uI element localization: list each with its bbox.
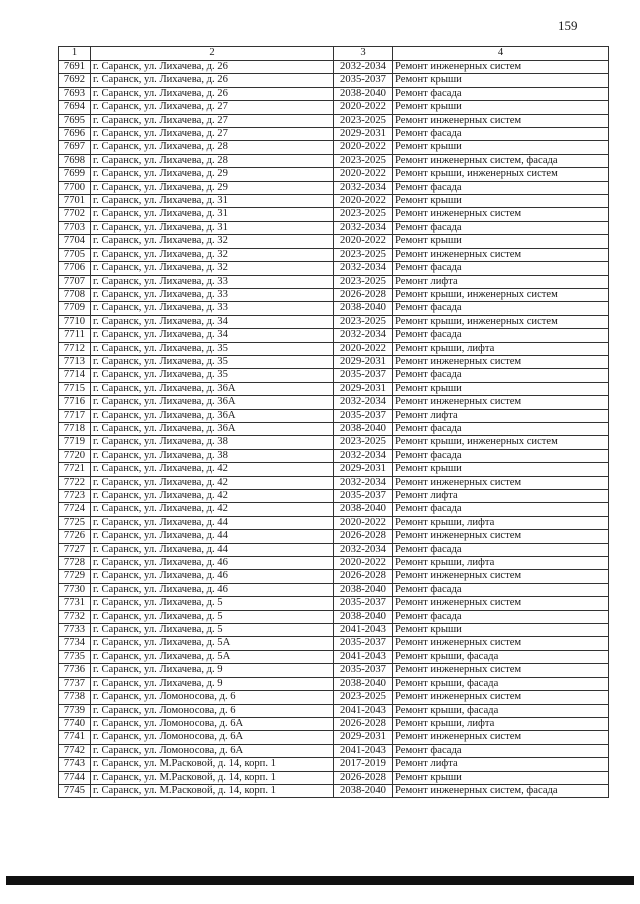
table-row [59, 74, 609, 87]
address-cell: г. Саранск, ул. Ломоносова, д. 6 [91, 704, 334, 717]
work-type-cell: Ремонт крыши, инженерных систем [393, 168, 609, 181]
table-row [59, 784, 609, 797]
work-type-cell: Ремонт инженерных систем [393, 731, 609, 744]
period-cell: 2032-2034 [334, 262, 393, 275]
row-number-cell: 7741 [59, 731, 91, 744]
work-type-cell: Ремонт инженерных систем [393, 664, 609, 677]
address-cell: г. Саранск, ул. Лихачева, д. 42 [91, 490, 334, 503]
table-row [59, 503, 609, 516]
period-cell: 2035-2037 [334, 597, 393, 610]
address-cell: г. Саранск, ул. Лихачева, д. 34 [91, 329, 334, 342]
row-number-cell: 7724 [59, 503, 91, 516]
period-cell: 2035-2037 [334, 637, 393, 650]
period-cell: 2038-2040 [334, 422, 393, 435]
table-row [59, 128, 609, 141]
table-row [59, 248, 609, 261]
table-row [59, 543, 609, 556]
row-number-cell: 7708 [59, 288, 91, 301]
period-cell: 2035-2037 [334, 490, 393, 503]
row-number-cell: 7729 [59, 570, 91, 583]
work-type-cell: Ремонт фасада [393, 128, 609, 141]
work-type-cell: Ремонт крыши, инженерных систем [393, 436, 609, 449]
row-number-cell: 7703 [59, 221, 91, 234]
row-number-cell: 7725 [59, 516, 91, 529]
row-number-cell: 7739 [59, 704, 91, 717]
period-cell: 2020-2022 [334, 342, 393, 355]
table-row [59, 731, 609, 744]
work-type-cell: Ремонт крыши, лифта [393, 717, 609, 730]
row-number-cell: 7696 [59, 128, 91, 141]
row-number-cell: 7694 [59, 101, 91, 114]
repair-schedule-table [58, 46, 609, 798]
address-cell: г. Саранск, ул. Лихачева, д. 36А [91, 409, 334, 422]
work-type-cell: Ремонт крыши [393, 74, 609, 87]
row-number-cell: 7717 [59, 409, 91, 422]
period-cell: 2023-2025 [334, 691, 393, 704]
address-cell: г. Саранск, ул. Лихачева, д. 38 [91, 449, 334, 462]
work-type-cell: Ремонт инженерных систем [393, 355, 609, 368]
table-row [59, 557, 609, 570]
work-type-cell: Ремонт крыши, инженерных систем [393, 288, 609, 301]
row-number-cell: 7736 [59, 664, 91, 677]
work-type-cell: Ремонт крыши [393, 141, 609, 154]
address-cell: г. Саранск, ул. Лихачева, д. 5 [91, 597, 334, 610]
row-number-cell: 7702 [59, 208, 91, 221]
period-cell: 2020-2022 [334, 557, 393, 570]
work-type-cell: Ремонт крыши [393, 195, 609, 208]
table-row [59, 275, 609, 288]
address-cell: г. Саранск, ул. М.Расковой, д. 14, корп. 1 [91, 771, 334, 784]
period-cell: 2029-2031 [334, 731, 393, 744]
table-row [59, 396, 609, 409]
table-row [59, 181, 609, 194]
table-row [59, 382, 609, 395]
address-cell: г. Саранск, ул. Лихачева, д. 32 [91, 235, 334, 248]
work-type-cell: Ремонт фасада [393, 503, 609, 516]
period-cell: 2032-2034 [334, 181, 393, 194]
table-row [59, 168, 609, 181]
address-cell: г. Саранск, ул. Лихачева, д. 33 [91, 275, 334, 288]
row-number-cell: 7700 [59, 181, 91, 194]
work-type-cell: Ремонт лифта [393, 490, 609, 503]
work-type-cell: Ремонт инженерных систем [393, 637, 609, 650]
work-type-cell: Ремонт инженерных систем, фасада [393, 784, 609, 797]
table-row [59, 61, 609, 74]
work-type-cell: Ремонт инженерных систем [393, 691, 609, 704]
work-type-cell: Ремонт фасада [393, 87, 609, 100]
address-cell: г. Саранск, ул. Лихачева, д. 44 [91, 543, 334, 556]
work-type-cell: Ремонт фасада [393, 583, 609, 596]
table-row [59, 744, 609, 757]
row-number-cell: 7745 [59, 784, 91, 797]
work-type-cell: Ремонт инженерных систем [393, 476, 609, 489]
address-cell: г. Саранск, ул. Лихачева, д. 9 [91, 664, 334, 677]
row-number-cell: 7720 [59, 449, 91, 462]
address-cell: г. Саранск, ул. Лихачева, д. 32 [91, 262, 334, 275]
address-cell: г. Саранск, ул. Лихачева, д. 31 [91, 208, 334, 221]
work-type-cell: Ремонт фасада [393, 744, 609, 757]
address-cell: г. Саранск, ул. Лихачева, д. 27 [91, 101, 334, 114]
table-row [59, 664, 609, 677]
table-row [59, 342, 609, 355]
address-cell: г. Саранск, ул. Лихачева, д. 27 [91, 128, 334, 141]
table-row [59, 530, 609, 543]
address-cell: г. Саранск, ул. Лихачева, д. 27 [91, 114, 334, 127]
table-row [59, 154, 609, 167]
table-row [59, 691, 609, 704]
address-cell: г. Саранск, ул. Лихачева, д. 26 [91, 87, 334, 100]
table-row [59, 490, 609, 503]
period-cell: 2017-2019 [334, 758, 393, 771]
work-type-cell: Ремонт инженерных систем [393, 570, 609, 583]
table-row [59, 516, 609, 529]
address-cell: г. Саранск, ул. Лихачева, д. 36А [91, 422, 334, 435]
table-row [59, 704, 609, 717]
work-type-cell: Ремонт фасада [393, 221, 609, 234]
period-cell: 2038-2040 [334, 784, 393, 797]
table-row [59, 610, 609, 623]
period-cell: 2035-2037 [334, 369, 393, 382]
period-cell: 2026-2028 [334, 530, 393, 543]
table-row [59, 288, 609, 301]
table-row [59, 449, 609, 462]
table-row [59, 141, 609, 154]
row-number-cell: 7731 [59, 597, 91, 610]
address-cell: г. Саранск, ул. Лихачева, д. 36А [91, 396, 334, 409]
work-type-cell: Ремонт инженерных систем [393, 114, 609, 127]
table-row [59, 597, 609, 610]
period-cell: 2020-2022 [334, 235, 393, 248]
table-row [59, 114, 609, 127]
row-number-cell: 7727 [59, 543, 91, 556]
table-row [59, 195, 609, 208]
period-cell: 2023-2025 [334, 275, 393, 288]
table-row [59, 101, 609, 114]
work-type-cell: Ремонт фасада [393, 610, 609, 623]
row-number-cell: 7743 [59, 758, 91, 771]
work-type-cell: Ремонт инженерных систем [393, 597, 609, 610]
row-number-cell: 7722 [59, 476, 91, 489]
address-cell: г. Саранск, ул. М.Расковой, д. 14, корп. 1 [91, 784, 334, 797]
period-cell: 2023-2025 [334, 154, 393, 167]
address-cell: г. Саранск, ул. Лихачева, д. 35 [91, 369, 334, 382]
work-type-cell: Ремонт крыши, фасада [393, 704, 609, 717]
table-row [59, 677, 609, 690]
work-type-cell: Ремонт инженерных систем [393, 208, 609, 221]
column-header-number: 1 [59, 47, 91, 61]
row-number-cell: 7699 [59, 168, 91, 181]
row-number-cell: 7740 [59, 717, 91, 730]
table-row [59, 235, 609, 248]
work-type-cell: Ремонт фасада [393, 369, 609, 382]
address-cell: г. Саранск, ул. Лихачева, д. 36А [91, 382, 334, 395]
row-number-cell: 7733 [59, 624, 91, 637]
period-cell: 2038-2040 [334, 583, 393, 596]
work-type-cell: Ремонт крыши, лифта [393, 342, 609, 355]
address-cell: г. Саранск, ул. Лихачева, д. 42 [91, 503, 334, 516]
period-cell: 2038-2040 [334, 677, 393, 690]
period-cell: 2023-2025 [334, 248, 393, 261]
address-cell: г. Саранск, ул. Лихачева, д. 9 [91, 677, 334, 690]
row-number-cell: 7723 [59, 490, 91, 503]
work-type-cell: Ремонт крыши [393, 382, 609, 395]
period-cell: 2023-2025 [334, 208, 393, 221]
work-type-cell: Ремонт крыши [393, 235, 609, 248]
period-cell: 2026-2028 [334, 570, 393, 583]
address-cell: г. Саранск, ул. Лихачева, д. 46 [91, 557, 334, 570]
address-cell: г. Саранск, ул. Лихачева, д. 31 [91, 221, 334, 234]
work-type-cell: Ремонт крыши, инженерных систем [393, 315, 609, 328]
table-body [59, 61, 609, 798]
address-cell: г. Саранск, ул. Лихачева, д. 44 [91, 516, 334, 529]
table-row [59, 476, 609, 489]
period-cell: 2023-2025 [334, 315, 393, 328]
period-cell: 2026-2028 [334, 717, 393, 730]
period-cell: 2038-2040 [334, 302, 393, 315]
period-cell: 2032-2034 [334, 396, 393, 409]
table-row [59, 315, 609, 328]
row-number-cell: 7693 [59, 87, 91, 100]
table-row [59, 329, 609, 342]
row-number-cell: 7732 [59, 610, 91, 623]
table-row [59, 717, 609, 730]
period-cell: 2038-2040 [334, 610, 393, 623]
address-cell: г. Саранск, ул. Лихачева, д. 44 [91, 530, 334, 543]
row-number-cell: 7742 [59, 744, 91, 757]
period-cell: 2020-2022 [334, 101, 393, 114]
table-row [59, 637, 609, 650]
period-cell: 2032-2034 [334, 329, 393, 342]
address-cell: г. Саранск, ул. Лихачева, д. 29 [91, 181, 334, 194]
table-row [59, 422, 609, 435]
work-type-cell: Ремонт крыши, лифта [393, 516, 609, 529]
table-row [59, 650, 609, 663]
period-cell: 2032-2034 [334, 61, 393, 74]
address-cell: г. Саранск, ул. Лихачева, д. 5А [91, 637, 334, 650]
row-number-cell: 7704 [59, 235, 91, 248]
address-cell: г. Саранск, ул. М.Расковой, д. 14, корп. 1 [91, 758, 334, 771]
period-cell: 2023-2025 [334, 436, 393, 449]
column-header-period: 3 [334, 47, 393, 61]
row-number-cell: 7709 [59, 302, 91, 315]
work-type-cell: Ремонт лифта [393, 758, 609, 771]
row-number-cell: 7707 [59, 275, 91, 288]
period-cell: 2032-2034 [334, 543, 393, 556]
row-number-cell: 7726 [59, 530, 91, 543]
table-header-row [59, 47, 609, 61]
work-type-cell: Ремонт инженерных систем [393, 396, 609, 409]
row-number-cell: 7734 [59, 637, 91, 650]
row-number-cell: 7705 [59, 248, 91, 261]
period-cell: 2023-2025 [334, 114, 393, 127]
row-number-cell: 7695 [59, 114, 91, 127]
address-cell: г. Саранск, ул. Лихачева, д. 5 [91, 624, 334, 637]
row-number-cell: 7713 [59, 355, 91, 368]
table-row [59, 570, 609, 583]
address-cell: г. Саранск, ул. Лихачева, д. 35 [91, 355, 334, 368]
row-number-cell: 7698 [59, 154, 91, 167]
column-header-address: 2 [91, 47, 334, 61]
table-row [59, 463, 609, 476]
address-cell: г. Саранск, ул. Лихачева, д. 26 [91, 74, 334, 87]
work-type-cell: Ремонт фасада [393, 329, 609, 342]
address-cell: г. Саранск, ул. Лихачева, д. 33 [91, 302, 334, 315]
work-type-cell: Ремонт фасада [393, 262, 609, 275]
row-number-cell: 7719 [59, 436, 91, 449]
table-row [59, 758, 609, 771]
row-number-cell: 7697 [59, 141, 91, 154]
row-number-cell: 7711 [59, 329, 91, 342]
row-number-cell: 7728 [59, 557, 91, 570]
period-cell: 2038-2040 [334, 87, 393, 100]
table-row [59, 221, 609, 234]
work-type-cell: Ремонт фасада [393, 422, 609, 435]
address-cell: г. Саранск, ул. Лихачева, д. 5 [91, 610, 334, 623]
table-row [59, 355, 609, 368]
period-cell: 2035-2037 [334, 664, 393, 677]
row-number-cell: 7735 [59, 650, 91, 663]
table-row [59, 624, 609, 637]
table-row [59, 436, 609, 449]
address-cell: г. Саранск, ул. Ломоносова, д. 6А [91, 731, 334, 744]
row-number-cell: 7737 [59, 677, 91, 690]
period-cell: 2026-2028 [334, 288, 393, 301]
period-cell: 2020-2022 [334, 195, 393, 208]
column-header-work: 4 [393, 47, 609, 61]
row-number-cell: 7718 [59, 422, 91, 435]
period-cell: 2041-2043 [334, 624, 393, 637]
period-cell: 2029-2031 [334, 128, 393, 141]
row-number-cell: 7721 [59, 463, 91, 476]
work-type-cell: Ремонт инженерных систем [393, 248, 609, 261]
period-cell: 2026-2028 [334, 771, 393, 784]
work-type-cell: Ремонт крыши [393, 463, 609, 476]
page-number: 159 [558, 18, 578, 33]
address-cell: г. Саранск, ул. Лихачева, д. 29 [91, 168, 334, 181]
address-cell: г. Саранск, ул. Лихачева, д. 38 [91, 436, 334, 449]
address-cell: г. Саранск, ул. Лихачева, д. 28 [91, 141, 334, 154]
address-cell: г. Саранск, ул. Лихачева, д. 42 [91, 476, 334, 489]
row-number-cell: 7710 [59, 315, 91, 328]
work-type-cell: Ремонт крыши, фасада [393, 677, 609, 690]
period-cell: 2038-2040 [334, 503, 393, 516]
work-type-cell: Ремонт инженерных систем [393, 61, 609, 74]
work-type-cell: Ремонт лифта [393, 409, 609, 422]
period-cell: 2035-2037 [334, 409, 393, 422]
address-cell: г. Саранск, ул. Лихачева, д. 46 [91, 570, 334, 583]
period-cell: 2029-2031 [334, 463, 393, 476]
work-type-cell: Ремонт крыши [393, 624, 609, 637]
address-cell: г. Саранск, ул. Лихачева, д. 5А [91, 650, 334, 663]
period-cell: 2041-2043 [334, 704, 393, 717]
row-number-cell: 7712 [59, 342, 91, 355]
work-type-cell: Ремонт фасада [393, 181, 609, 194]
address-cell: г. Саранск, ул. Ломоносова, д. 6А [91, 717, 334, 730]
address-cell: г. Саранск, ул. Лихачева, д. 28 [91, 154, 334, 167]
address-cell: г. Саранск, ул. Лихачева, д. 33 [91, 288, 334, 301]
address-cell: г. Саранск, ул. Ломоносова, д. 6А [91, 744, 334, 757]
row-number-cell: 7692 [59, 74, 91, 87]
address-cell: г. Саранск, ул. Лихачева, д. 46 [91, 583, 334, 596]
row-number-cell: 7716 [59, 396, 91, 409]
table-row [59, 583, 609, 596]
row-number-cell: 7744 [59, 771, 91, 784]
table-row [59, 208, 609, 221]
work-type-cell: Ремонт крыши, фасада [393, 650, 609, 663]
scan-edge-bar [6, 876, 634, 885]
table-row [59, 262, 609, 275]
row-number-cell: 7691 [59, 61, 91, 74]
period-cell: 2032-2034 [334, 476, 393, 489]
table-row [59, 771, 609, 784]
period-cell: 2029-2031 [334, 382, 393, 395]
work-type-cell: Ремонт крыши, лифта [393, 557, 609, 570]
table-row [59, 302, 609, 315]
work-type-cell: Ремонт фасада [393, 302, 609, 315]
period-cell: 2032-2034 [334, 449, 393, 462]
period-cell: 2032-2034 [334, 221, 393, 234]
period-cell: 2020-2022 [334, 168, 393, 181]
row-number-cell: 7715 [59, 382, 91, 395]
address-cell: г. Саранск, ул. Лихачева, д. 32 [91, 248, 334, 261]
work-type-cell: Ремонт лифта [393, 275, 609, 288]
work-type-cell: Ремонт крыши [393, 771, 609, 784]
address-cell: г. Саранск, ул. Лихачева, д. 42 [91, 463, 334, 476]
row-number-cell: 7714 [59, 369, 91, 382]
address-cell: г. Саранск, ул. Ломоносова, д. 6 [91, 691, 334, 704]
period-cell: 2020-2022 [334, 141, 393, 154]
table-row [59, 87, 609, 100]
period-cell: 2035-2037 [334, 74, 393, 87]
table-row [59, 369, 609, 382]
row-number-cell: 7738 [59, 691, 91, 704]
work-type-cell: Ремонт инженерных систем, фасада [393, 154, 609, 167]
period-cell: 2041-2043 [334, 744, 393, 757]
row-number-cell: 7706 [59, 262, 91, 275]
table-row [59, 409, 609, 422]
address-cell: г. Саранск, ул. Лихачева, д. 26 [91, 61, 334, 74]
row-number-cell: 7701 [59, 195, 91, 208]
period-cell: 2041-2043 [334, 650, 393, 663]
period-cell: 2020-2022 [334, 516, 393, 529]
work-type-cell: Ремонт крыши [393, 101, 609, 114]
address-cell: г. Саранск, ул. Лихачева, д. 31 [91, 195, 334, 208]
address-cell: г. Саранск, ул. Лихачева, д. 34 [91, 315, 334, 328]
period-cell: 2029-2031 [334, 355, 393, 368]
row-number-cell: 7730 [59, 583, 91, 596]
address-cell: г. Саранск, ул. Лихачева, д. 35 [91, 342, 334, 355]
work-type-cell: Ремонт фасада [393, 543, 609, 556]
work-type-cell: Ремонт инженерных систем [393, 530, 609, 543]
work-type-cell: Ремонт фасада [393, 449, 609, 462]
